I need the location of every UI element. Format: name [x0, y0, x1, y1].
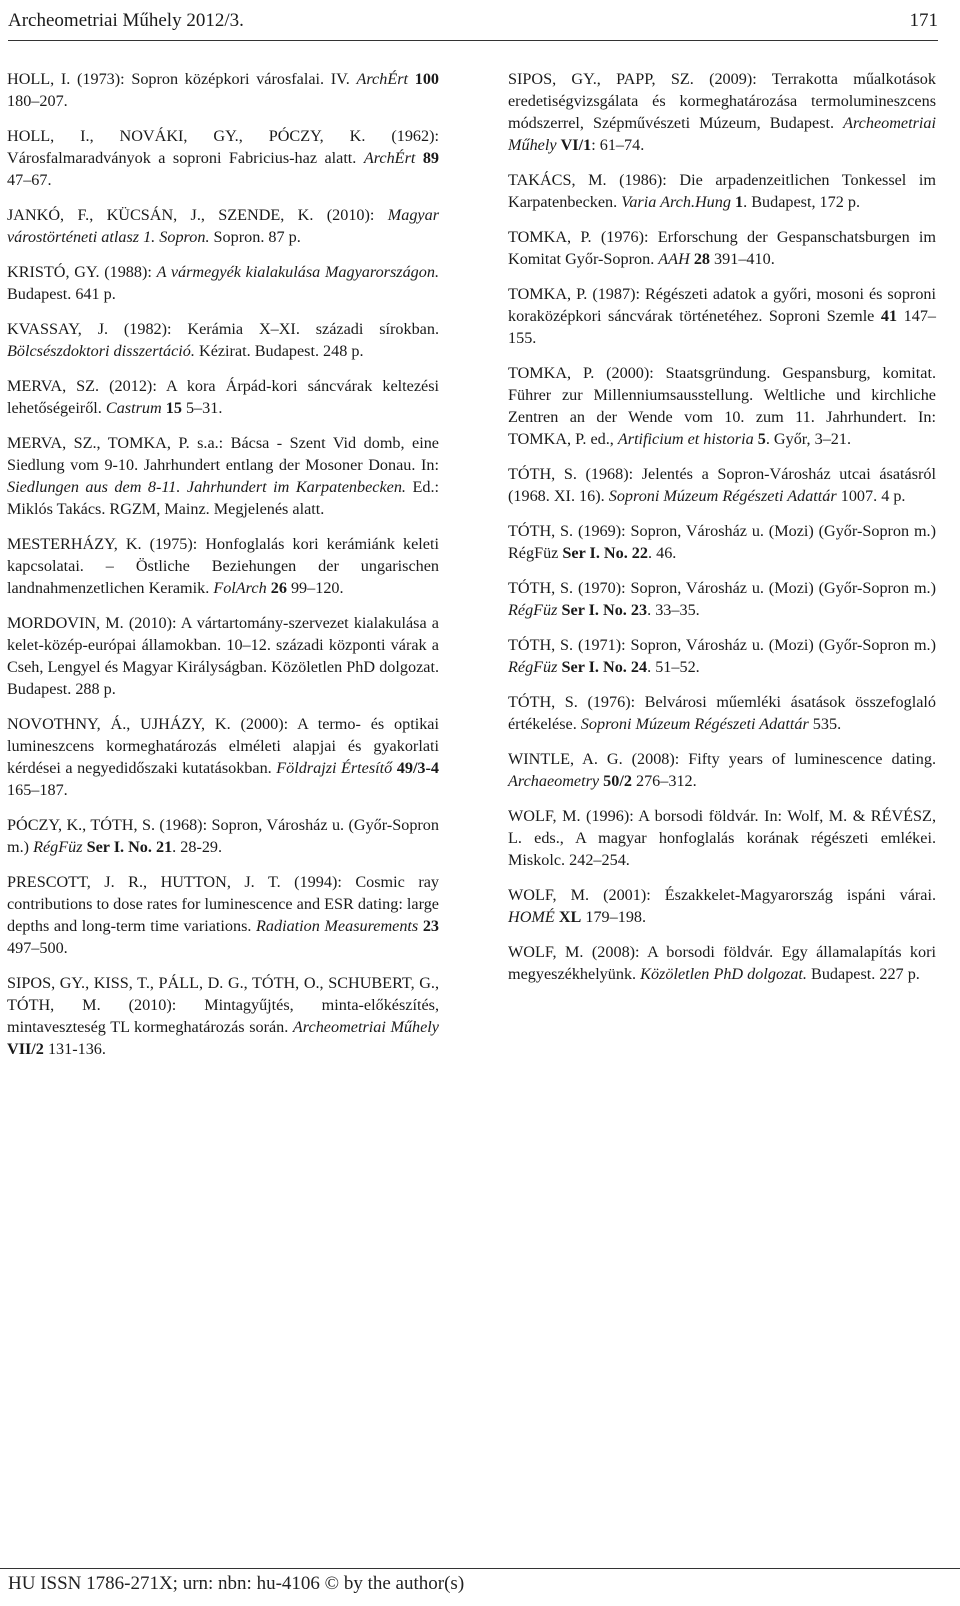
- issn-notice: HU ISSN 1786-271X; urn: nbn: hu-4106 © by the author(s): [8, 1573, 465, 1594]
- reference-text: WOLF, M. (2001): Északkelet-Magyarország ispáni várai.: [508, 886, 936, 904]
- reference-entry: [7, 261, 439, 305]
- reference-text: Archeometriai Műhely: [508, 114, 936, 154]
- reference-text: SIPOS, GY., KISS, T., PÁLL, D. G., TÓTH, O., SCHUBERT, G., TÓTH, M. (2010): Mintagyűjtés, minta-előkészítés, mintaveszteség TL kormeghatározás során.: [7, 974, 439, 1036]
- reference-text: VII/2: [7, 1040, 44, 1058]
- reference-text: [408, 70, 415, 88]
- reference-entry: [508, 748, 936, 792]
- reference-text: TÓTH, S. (1976): Belvárosi műemléki ásatások összefoglaló értékelése.: [508, 693, 936, 733]
- reference-text: RégFüz: [508, 601, 558, 619]
- reference-text: Siedlungen aus dem 8-11. Jahrhundert im Karpatenbecken.: [7, 478, 406, 496]
- reference-entry: [7, 204, 439, 248]
- reference-text: ArchÉrt: [363, 149, 416, 167]
- reference-text: PRESCOTT, J. R., HUTTON, J. T. (1994): Cosmic ray contributions to dose rates for luminescence and ESR dating: large depths and long-term time variations.: [7, 873, 439, 935]
- reference-text: TAKÁCS, M. (1986): Die arpadenzeitlichen Tonkessel im Karpatenbecken.: [508, 171, 936, 211]
- reference-text: Budapest. 227 p.: [806, 965, 920, 983]
- reference-text: Ser I. No. 22: [562, 544, 648, 562]
- reference-text: 47–67.: [7, 171, 52, 189]
- reference-text: RégFüz: [33, 838, 83, 856]
- reference-text: 26: [270, 579, 287, 597]
- reference-entry: [7, 713, 439, 801]
- reference-text: 49/3-4: [396, 759, 440, 777]
- reference-text: 147–155.: [508, 307, 936, 347]
- reference-text: . 46.: [648, 544, 677, 562]
- journal-title: Archeometriai Műhely 2012/3.: [8, 10, 244, 31]
- reference-text: : 61–74.: [591, 136, 645, 154]
- reference-text: TÓTH, S. (1971): Sopron, Városház u. (Mozi) (Győr-Sopron m.): [508, 636, 936, 654]
- reference-entry: [7, 125, 439, 191]
- reference-text: Ser I. No. 21: [86, 838, 173, 856]
- reference-text: Artificium et historia: [617, 430, 754, 448]
- reference-entry: [508, 362, 936, 450]
- reference-text: 50/2: [603, 772, 632, 790]
- reference-text: Ed.: Miklós Takács. RGZM, Mainz. Megjelenés alatt.: [7, 478, 439, 518]
- reference-text: JANKÓ, F., KÜCSÁN, J., SZENDE, K. (2010):: [7, 206, 388, 224]
- reference-text: . Győr, 3–21.: [765, 430, 852, 448]
- reference-text: 1: [735, 193, 744, 211]
- reference-text: . Budapest, 172 p.: [743, 193, 861, 211]
- reference-text: Archeometriai Műhely: [292, 1018, 439, 1036]
- reference-text: 5–31.: [181, 399, 223, 417]
- reference-text: HOMÉ: [508, 908, 555, 926]
- reference-text: VI/1: [560, 136, 592, 154]
- reference-entry: [7, 972, 439, 1060]
- reference-entry: [7, 533, 439, 599]
- reference-text: TOMKA, P. (1976): Erforschung der Gespanschatsburgen im Komitat Győr-Sopron.: [508, 228, 936, 268]
- reference-text: Közöletlen PhD dolgozat.: [640, 965, 807, 983]
- reference-text: 99–120.: [286, 579, 344, 597]
- reference-text: MERVA, SZ. (2012): A kora Árpád-kori sáncvárak keltezési lehetőségeiről.: [7, 377, 439, 417]
- reference-text: 89: [422, 149, 440, 167]
- reference-text: Földrajzi Értesítő: [276, 759, 393, 777]
- reference-text: 23: [422, 917, 439, 935]
- reference-text: Ser I. No. 23: [561, 601, 648, 619]
- reference-text: MORDOVIN, M. (2010): A vártartomány-szervezet kialakulása a kelet-közép-európai államokban. 10–12. századi központi várak a Cseh, Lengyel és Magyar Királyságban. Közöletlen PhD dolgozat. Budapest. 288 p.: [7, 614, 439, 698]
- reference-text: PÓCZY, K., TÓTH, S. (1968): Sopron, Városház u. (Győr-Sopron m.): [7, 816, 439, 856]
- reference-text: Varia Arch.Hung: [621, 193, 731, 211]
- reference-text: ArchÉrt: [356, 70, 409, 88]
- reference-text: 5: [757, 430, 766, 448]
- reference-entry: [7, 68, 439, 112]
- reference-text: Bölcsészdoktori disszertáció.: [7, 342, 195, 360]
- reference-column-right: [508, 68, 936, 998]
- reference-entry: [508, 226, 936, 270]
- reference-text: WINTLE, A. G. (2008): Fifty years of luminescence dating.: [508, 750, 936, 768]
- reference-text: 165–187.: [7, 781, 68, 799]
- reference-entry: [508, 463, 936, 507]
- reference-column-left: [7, 68, 439, 1073]
- reference-text: TÓTH, S. (1970): Sopron, Városház u. (Mozi) (Győr-Sopron m.): [508, 579, 936, 597]
- reference-entry: [7, 375, 439, 419]
- page-header: [8, 6, 938, 41]
- reference-text: Soproni Múzeum Régészeti Adattár: [580, 715, 809, 733]
- reference-text: 28: [693, 250, 710, 268]
- reference-text: Radiation Measurements: [256, 917, 419, 935]
- reference-entry: [508, 68, 936, 156]
- reference-text: WOLF, M. (2008): A borsodi földvár. Egy államalapítás kori megyeszékhelyünk.: [508, 943, 936, 983]
- reference-text: HOLL, I. (1973): Sopron középkori városfalai. IV.: [7, 70, 357, 88]
- reference-text: 15: [165, 399, 182, 417]
- reference-entry: [508, 691, 936, 735]
- reference-text: 131-136.: [43, 1040, 106, 1058]
- reference-text: KVASSAY, J. (1982): Kerámia X–XI. századi sírokban.: [7, 320, 439, 338]
- reference-text: 179–198.: [581, 908, 647, 926]
- reference-text: NOVOTHNY, Á., UJHÁZY, K. (2000): A termo- és optikai lumineszcens kormeghatározás elméleti alapjai és gyakorlati kérdései a negyedidőszaki kutatásokban.: [7, 715, 439, 777]
- reference-text: TOMKA, P. (2000): Staatsgründung. Gespansburg, komitat. Führer zur Millenniumsausstellung. Weltliche und kirchliche Zentren an der Wende vom 10. zum 11. Jahrhundert. In: TOMKA, P. ed.,: [508, 364, 936, 448]
- reference-entry: [508, 634, 936, 678]
- reference-text: SIPOS, GY., PAPP, SZ. (2009): Terrakotta műalkotások eredetiségvizsgálata és kormeghatározása termolumineszcens módszerrel, Szépművészeti Múzeum, Budapest.: [508, 70, 936, 132]
- reference-text: TÓTH, S. (1968): Jelentés a Sopron-Városház utcai ásatásról (1968. XI. 16).: [508, 465, 936, 505]
- page-footer: [0, 1568, 960, 1606]
- reference-entry: [7, 871, 439, 959]
- reference-text: [415, 149, 422, 167]
- reference-text: Soproni Múzeum Régészeti Adattár: [608, 487, 837, 505]
- reference-text: . 33–35.: [647, 601, 700, 619]
- reference-text: Sopron. 87 p.: [209, 228, 301, 246]
- reference-text: . 28-29.: [172, 838, 223, 856]
- reference-text: 100: [414, 70, 439, 88]
- reference-text: A vármegyék kialakulása Magyarországon.: [156, 263, 440, 281]
- reference-entry: [508, 805, 936, 871]
- reference-text: 41: [880, 307, 898, 325]
- reference-text: Budapest. 641 p.: [7, 285, 116, 303]
- reference-text: HOLL, I., NOVÁKI, GY., PÓCZY, K. (1962): Városfalmaradványok a soproni Fabricius-haz alatt.: [7, 127, 439, 167]
- reference-entry: [508, 941, 936, 985]
- reference-text: Ser I. No. 24: [561, 658, 648, 676]
- reference-text: 535.: [808, 715, 842, 733]
- reference-text: Castrum: [105, 399, 162, 417]
- reference-entry: [7, 318, 439, 362]
- reference-text: Kézirat. Budapest. 248 p.: [194, 342, 364, 360]
- reference-text: FolArch: [213, 579, 267, 597]
- reference-text: MERVA, SZ., TOMKA, P. s.a.: Bácsa - Szent Vid domb, eine Siedlung vom 9-10. Jahrhundert entlang der Mosoner Donau. In:: [7, 434, 439, 474]
- reference-text: 1007. 4 p.: [836, 487, 906, 505]
- page-number: 171: [909, 10, 938, 31]
- reference-text: 391–410.: [710, 250, 775, 268]
- reference-entry: [508, 884, 936, 928]
- reference-text: 276–312.: [631, 772, 697, 790]
- reference-text: TOMKA, P. (1987): Régészeti adatok a győri, mosoni és soproni koraközépkori sáncvárak történetéhez. Soproni Szemle: [508, 285, 936, 325]
- reference-text: XL: [558, 908, 582, 926]
- reference-entry: [7, 814, 439, 858]
- reference-entry: [7, 432, 439, 520]
- reference-text: KRISTÓ, GY. (1988):: [7, 263, 157, 281]
- reference-text: Archaeometry: [508, 772, 600, 790]
- reference-entry: [508, 577, 936, 621]
- reference-text: WOLF, M. (1996): A borsodi földvár. In: Wolf, M. & RÉVÉSZ, L. eds., A magyar honfoglalás korának régészeti emlékei. Miskolc. 242–254.: [508, 807, 936, 869]
- reference-text: MESTERHÁZY, K. (1975): Honfoglalás kori kerámiánk keleti kapcsolatai. – Östliche Beziehungen der ungarischen landnahmenzetlichen Keramik.: [7, 535, 439, 597]
- reference-text: RégFüz: [508, 658, 558, 676]
- reference-entry: [7, 612, 439, 700]
- reference-text: 497–500.: [7, 939, 68, 957]
- reference-text: 180–207.: [7, 92, 68, 110]
- reference-entry: [508, 520, 936, 564]
- reference-text: AAH: [658, 250, 690, 268]
- reference-entry: [508, 169, 936, 213]
- reference-text: . 51–52.: [647, 658, 700, 676]
- reference-entry: [508, 283, 936, 349]
- reference-text: TÓTH, S. (1969): Sopron, Városház u. (Mozi) (Győr-Sopron m.) RégFüz: [508, 522, 936, 562]
- reference-text: Magyar várostörténeti atlasz 1. Sopron.: [7, 206, 439, 246]
